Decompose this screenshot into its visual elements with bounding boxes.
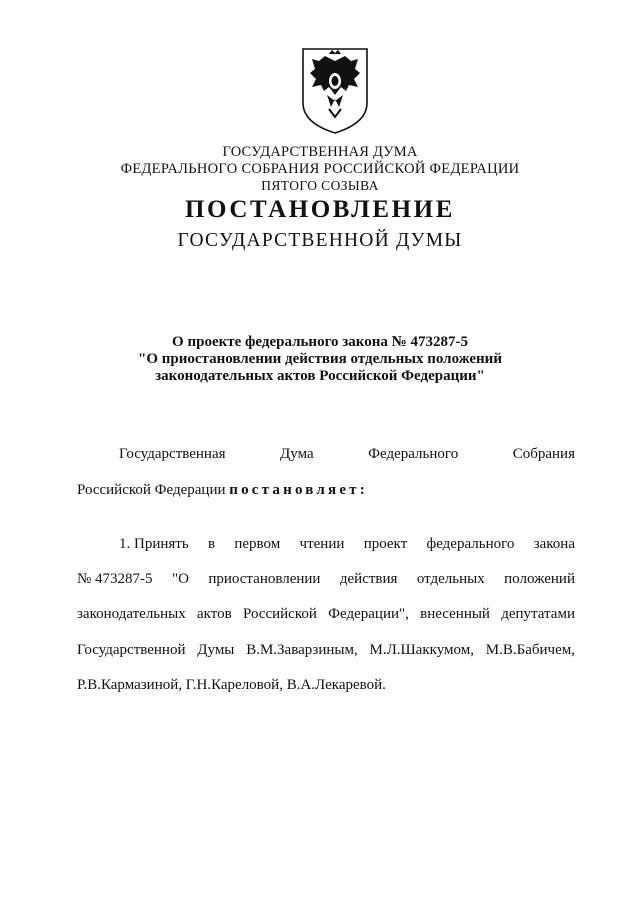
word: приостановлении [208,571,321,587]
preamble-word: Дума [280,446,314,462]
preamble-word: Государственная [119,446,226,462]
word: закона [533,536,575,552]
word: В.М.Заварзиным, [246,642,358,658]
word: Российской [242,606,317,622]
document-subtitle: ГОСУДАРСТВЕННОЙ ДУМЫ [177,230,463,251]
header-line-1: ГОСУДАРСТВЕННАЯ ДУМА [222,144,418,160]
preamble-line-1 [119,446,575,463]
word: действия [339,571,398,587]
word: проект [363,536,408,552]
preamble-word: Собрания [512,446,575,462]
item1-line-3 [77,606,575,623]
word: федерального [426,536,515,552]
document-title: ПОСТАНОВЛЕНИЕ [184,196,456,223]
decree-word: постановляет: [229,482,368,498]
preamble-text: Российской Федерации [77,482,230,498]
word: "О [171,571,189,587]
item1-line-4 [77,642,575,659]
item1-line-2 [77,571,575,588]
preamble-line-2 [77,482,368,499]
preamble-word: Федерального [368,446,459,462]
word: законодательных [77,606,186,622]
item1-line-1 [119,536,575,553]
subject-line-3: законодательных актов Российской Федерации" [155,368,485,384]
word: Государственной [77,642,186,658]
word: депутатами [501,606,575,622]
coat-of-arms-icon [299,45,371,135]
subject-line-1: О проекте федерального закона № 473287-5 [172,334,468,350]
subject-line-2: "О приостановлении действия отдельных положений [138,351,502,367]
header-line-3: ПЯТОГО СОЗЫВА [261,178,379,193]
word: № 473287-5 [77,571,153,587]
word: 1. Принять [119,536,189,552]
word: чтении [299,536,345,552]
word: Думы [197,642,235,658]
word: в [207,536,216,552]
word: Федерации", [328,606,409,622]
item1-line-5: Р.В.Кармазиной, Г.Н.Кареловой, В.А.Лекаревой. [77,677,386,693]
header-line-2: ФЕДЕРАЛЬНОГО СОБРАНИЯ РОССИЙСКОЙ ФЕДЕРАЦИИ [120,161,520,177]
word: М.В.Бабичем, [485,642,575,658]
word: отдельных [416,571,485,587]
word: внесенный [420,606,490,622]
word: актов [197,606,232,622]
word: первом [234,536,281,552]
word: положений [504,571,575,587]
word: М.Л.Шаккумом, [369,642,474,658]
